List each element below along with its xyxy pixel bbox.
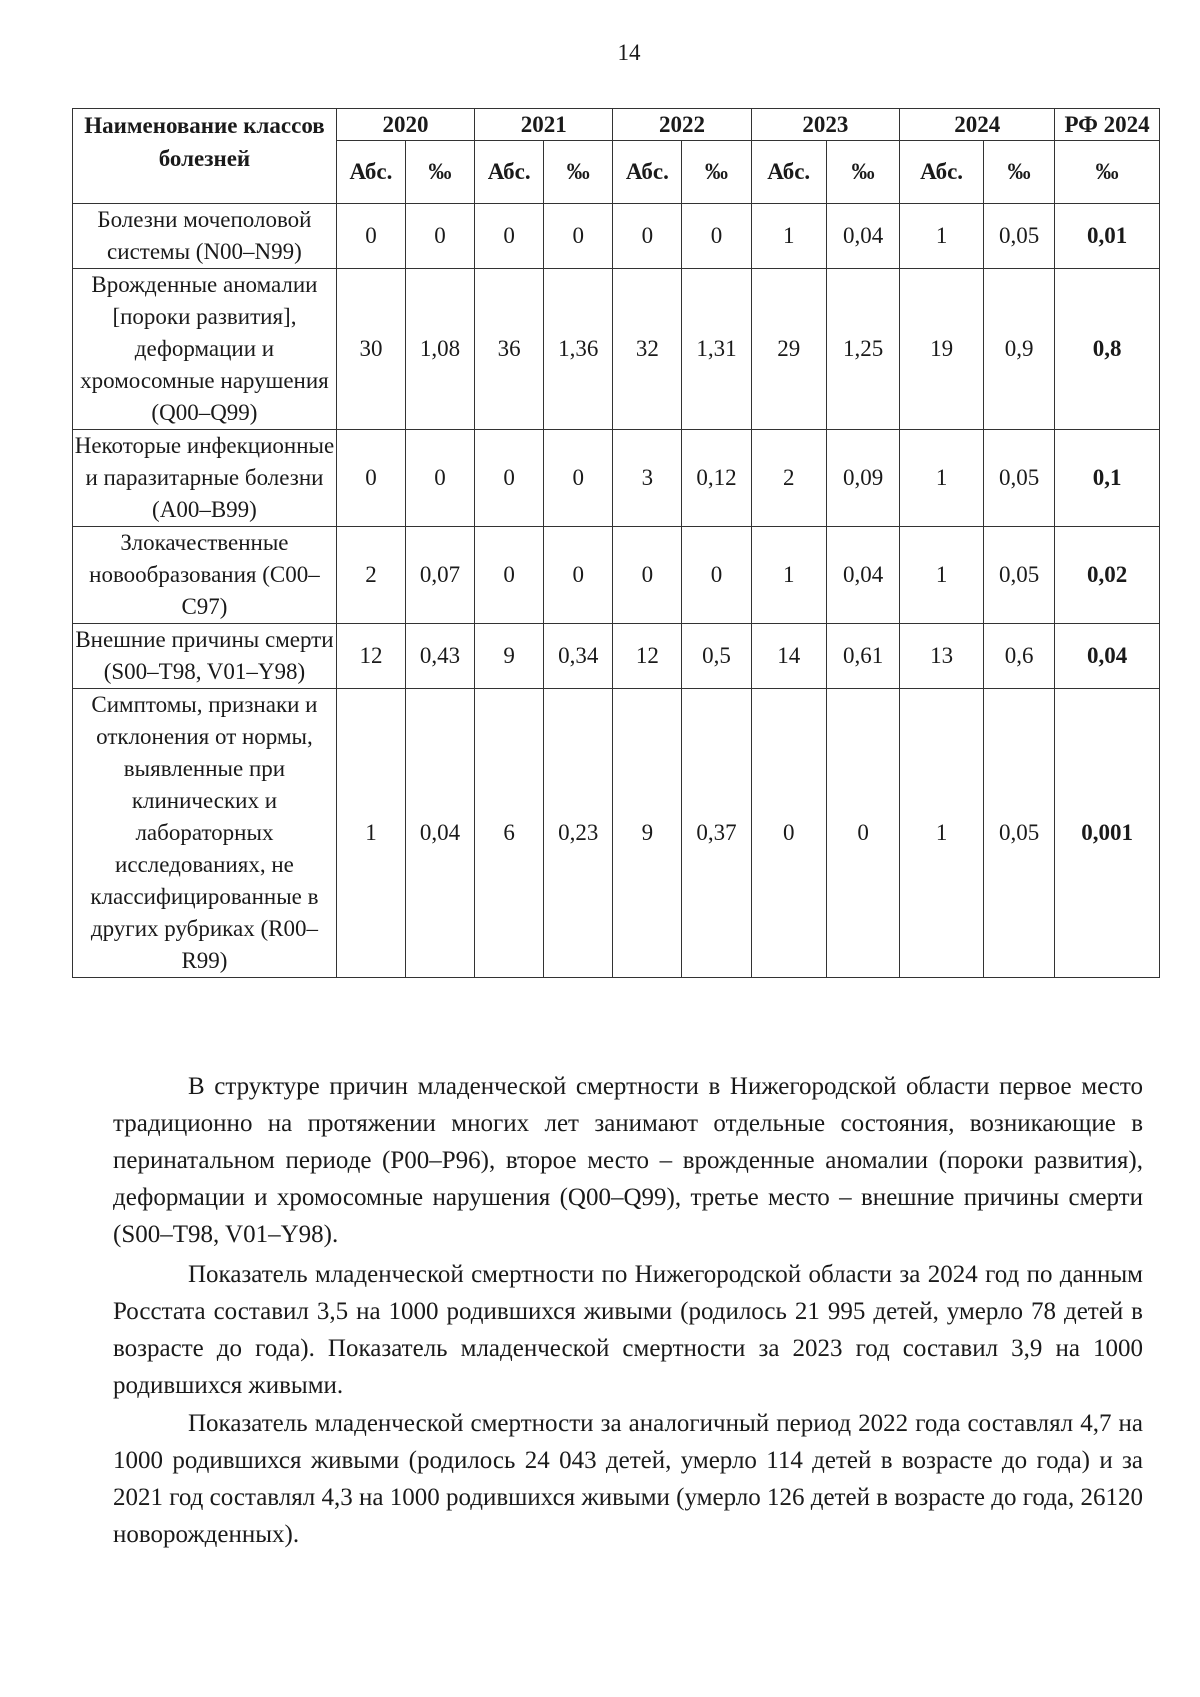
table-cell: 1 [900, 204, 984, 269]
paragraph: Показатель младенческой смертности за аналогичный период 2022 года составлял 4,7 на 1000 родившихся живыми (родилось 24 043 детей, умерло 114 детей в возрасте до года) и за 2021 год составлял 4,3 на 1000 родившихся живыми (умерло 126 детей в возрасте до года, 26120 новорожденных). [113, 1410, 1143, 1548]
table-cell: 0 [751, 689, 826, 978]
permille-header: ‰ [826, 141, 899, 204]
table-cell: 0 [826, 689, 899, 978]
paragraph: В структуре причин младенческой смертности в Нижегородской области первое место традиционно на протяжении многих лет занимают отдельные состояния, возникающие в перинатальном периоде (Р00–Р96), второе место – врожденные аномалии (пороки развития), деформации и хромосомные нарушения (Q00–Q99), третье место – внешние причины смерти (S00–T98, V01–Y98). [113, 1073, 1143, 1248]
year-header: 2022 [613, 109, 751, 141]
table-cell: 0 [475, 204, 544, 269]
table-cell: 6 [475, 689, 544, 978]
year-header: 2024 [900, 109, 1055, 141]
disease-class-name: Внешние причины смерти (S00–T98, V01–Y98) [73, 624, 337, 689]
table-cell: 12 [336, 624, 405, 689]
table-cell: 0 [613, 527, 682, 624]
table-cell: 0,05 [984, 430, 1055, 527]
table-cell: 0 [544, 430, 613, 527]
causes-table [72, 108, 1160, 978]
table-row [73, 624, 1160, 689]
table-cell: 0,34 [544, 624, 613, 689]
table-cell: 0 [475, 430, 544, 527]
abs-header: Абс. [613, 141, 682, 204]
disease-class-name: Злокачественные новообразования (С00–С97) [73, 527, 337, 624]
table-cell: 0,07 [406, 527, 475, 624]
table-cell: 0 [682, 204, 751, 269]
table-cell: 1,08 [406, 269, 475, 430]
table-cell: 1 [900, 527, 984, 624]
year-header: 2020 [336, 109, 474, 141]
table-cell: 19 [900, 269, 984, 430]
table-cell: 0,05 [984, 689, 1055, 978]
table-cell: 0,43 [406, 624, 475, 689]
table-cell: 0 [475, 527, 544, 624]
disease-class-name: Некоторые инфекционные и паразитарные болезни (А00–В99) [73, 430, 337, 527]
rf-value: 0,01 [1055, 204, 1160, 269]
table-cell: 1 [751, 204, 826, 269]
table-row [73, 430, 1160, 527]
year-header: 2023 [751, 109, 900, 141]
table-cell: 1 [900, 689, 984, 978]
table-row [73, 527, 1160, 624]
table-cell: 14 [751, 624, 826, 689]
rf-value: 0,8 [1055, 269, 1160, 430]
abs-header: Абс. [336, 141, 405, 204]
table-cell: 0,61 [826, 624, 899, 689]
table-row [73, 689, 1160, 978]
table-cell: 32 [613, 269, 682, 430]
table-cell: 0,05 [984, 204, 1055, 269]
abs-header: Абс. [900, 141, 984, 204]
table-row [73, 204, 1160, 269]
rf-value: 0,001 [1055, 689, 1160, 978]
table-cell: 1 [900, 430, 984, 527]
table-cell: 0 [336, 430, 405, 527]
rf-value: 0,1 [1055, 430, 1160, 527]
table-cell: 0,5 [682, 624, 751, 689]
rf-header: РФ 2024 [1055, 109, 1160, 141]
permille-header: ‰ [682, 141, 751, 204]
table-cell: 2 [751, 430, 826, 527]
table-cell: 0 [544, 204, 613, 269]
table-cell: 29 [751, 269, 826, 430]
column-header-name: Наименование классов болезней [73, 109, 337, 204]
table-cell: 1,31 [682, 269, 751, 430]
table-cell: 1,25 [826, 269, 899, 430]
table-cell: 9 [613, 689, 682, 978]
table-cell: 12 [613, 624, 682, 689]
table-cell: 0,37 [682, 689, 751, 978]
table-cell: 0 [682, 527, 751, 624]
table-cell: 0,04 [406, 689, 475, 978]
table-cell: 0 [336, 204, 405, 269]
table-cell: 1 [751, 527, 826, 624]
table-cell: 0,09 [826, 430, 899, 527]
disease-class-name: Болезни мочеполовой системы (N00–N99) [73, 204, 337, 269]
table-cell: 0,12 [682, 430, 751, 527]
paragraph: Показатель младенческой смертности по Нижегородской области за 2024 год по данным Росстата составил 3,5 на 1000 родившихся живыми (родилось 21 995 детей, умерло 78 детей в возрасте до года). Показатель младенческой смертности за 2023 год составил 3,9 на 1000 родившихся живыми. [113, 1261, 1143, 1399]
table-cell: 0 [613, 204, 682, 269]
table-cell: 3 [613, 430, 682, 527]
table-cell: 0 [406, 204, 475, 269]
permille-header: ‰ [544, 141, 613, 204]
rf-value: 0,04 [1055, 624, 1160, 689]
permille-header: ‰ [1055, 141, 1160, 204]
disease-class-name: Симптомы, признаки и отклонения от нормы, выявленные при клинических и лабораторных исследованиях, не классифицированные в других рубриках (R00–R99) [73, 689, 337, 978]
table-cell: 0 [406, 430, 475, 527]
table-cell: 0,9 [984, 269, 1055, 430]
table-cell: 0 [544, 527, 613, 624]
permille-header: ‰ [406, 141, 475, 204]
abs-header: Абс. [751, 141, 826, 204]
page-number: 14 [617, 40, 641, 65]
rf-value: 0,02 [1055, 527, 1160, 624]
table-cell: 0,04 [826, 527, 899, 624]
table-cell: 0,6 [984, 624, 1055, 689]
table-cell: 1 [336, 689, 405, 978]
abs-header: Абс. [475, 141, 544, 204]
table-cell: 36 [475, 269, 544, 430]
table-cell: 0,04 [826, 204, 899, 269]
disease-class-name: Врожденные аномалии [пороки развития], деформации и хромосомные нарушения (Q00–Q99) [73, 269, 337, 430]
table-row [73, 269, 1160, 430]
year-header: 2021 [475, 109, 613, 141]
permille-header: ‰ [984, 141, 1055, 204]
table-cell: 9 [475, 624, 544, 689]
table-cell: 0,23 [544, 689, 613, 978]
table-cell: 1,36 [544, 269, 613, 430]
table-cell: 13 [900, 624, 984, 689]
table-cell: 0,05 [984, 527, 1055, 624]
table-cell: 30 [336, 269, 405, 430]
table-cell: 2 [336, 527, 405, 624]
